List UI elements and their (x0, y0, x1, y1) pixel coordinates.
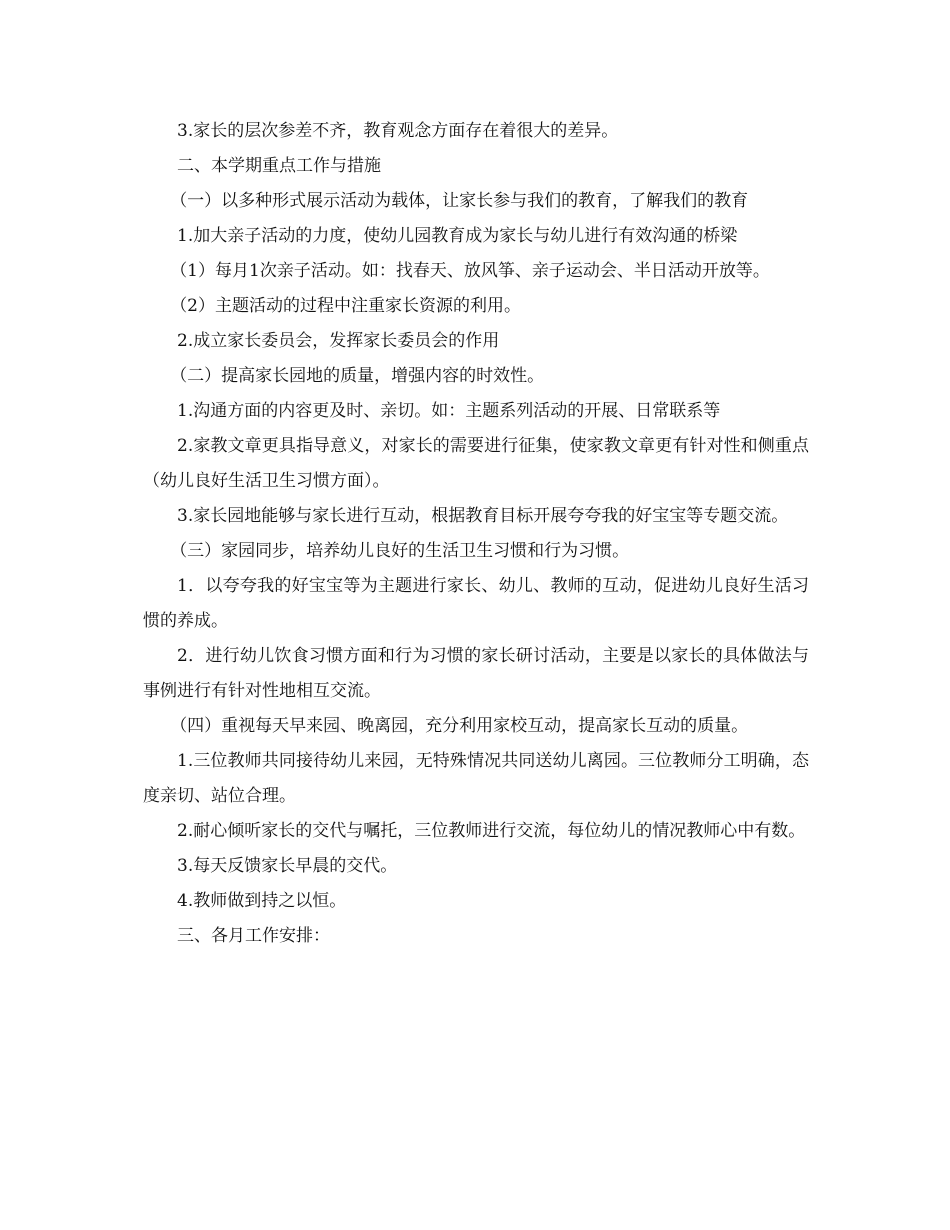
paragraph-perseverance: 4.教师做到持之以恒。 (177, 891, 347, 911)
document-body (143, 114, 809, 954)
paragraph-parent-level: 3.家长的层次参差不齐，教育观念方面存在着很大的差异。 (177, 121, 619, 141)
paragraph-daily-feedback: 3.每天反馈家长早晨的交代。 (177, 856, 398, 876)
paragraph-parent-child-activities: 1.加大亲子活动的力度，使幼儿园教育成为家长与幼儿进行有效沟通的桥梁 (177, 226, 738, 246)
paragraph-family-education-articles: 2.家教文章更具指导意义，对家长的需要进行征集，使家教文章更有针对性和侧重点（幼儿良好生活卫生习惯方面）。 (143, 436, 809, 491)
section-heading-2: 二、本学期重点工作与措施 (177, 156, 381, 176)
paragraph-praise-theme: 1．以夸夸我的好宝宝等为主题进行家长、幼儿、教师的互动，促进幼儿良好生活习惯的养成。 (143, 576, 809, 631)
paragraph-eating-habits: 2．进行幼儿饮食习惯方面和行为习惯的家长研讨活动，主要是以家长的具体做法与事例进行有针对性地相互交流。 (143, 646, 809, 701)
subsection-heading-1: （一）以多种形式展示活动为载体，让家长参与我们的教育，了解我们的教育 (170, 191, 749, 211)
subsection-heading-2: （二）提高家长园地的质量，增强内容的时效性。 (170, 366, 545, 386)
section-heading-3: 三、各月工作安排： (177, 926, 330, 946)
paragraph-teachers-reception: 1.三位教师共同接待幼儿来园，无特殊情况共同送幼儿离园。三位教师分工明确，态度亲切、站位合理。 (143, 751, 809, 806)
paragraph-communication: 1.沟通方面的内容更及时、亲切。如：主题系列活动的开展、日常联系等 (177, 401, 721, 421)
paragraph-theme-activity: （2）主题活动的过程中注重家长资源的利用。 (170, 296, 522, 316)
subsection-heading-3: （三）家园同步，培养幼儿良好的生活卫生习惯和行为习惯。 (170, 541, 630, 561)
paragraph-listen-parents: 2.耐心倾听家长的交代与嘱托，三位教师进行交流，每位幼儿的情况教师心中有数。 (177, 821, 806, 841)
paragraph-parent-garden-interaction: 3.家长园地能够与家长进行互动，根据教育目标开展夸夸我的好宝宝等专题交流。 (177, 506, 789, 526)
subsection-heading-4: （四）重视每天早来园、晚离园，充分利用家校互动，提高家长互动的质量。 (170, 716, 749, 736)
paragraph-parent-committee: 2.成立家长委员会，发挥家长委员会的作用 (177, 331, 500, 351)
paragraph-monthly-activity: （1）每月1次亲子活动。如：找春天、放风筝、亲子运动会、半日活动开放等。 (170, 261, 770, 281)
